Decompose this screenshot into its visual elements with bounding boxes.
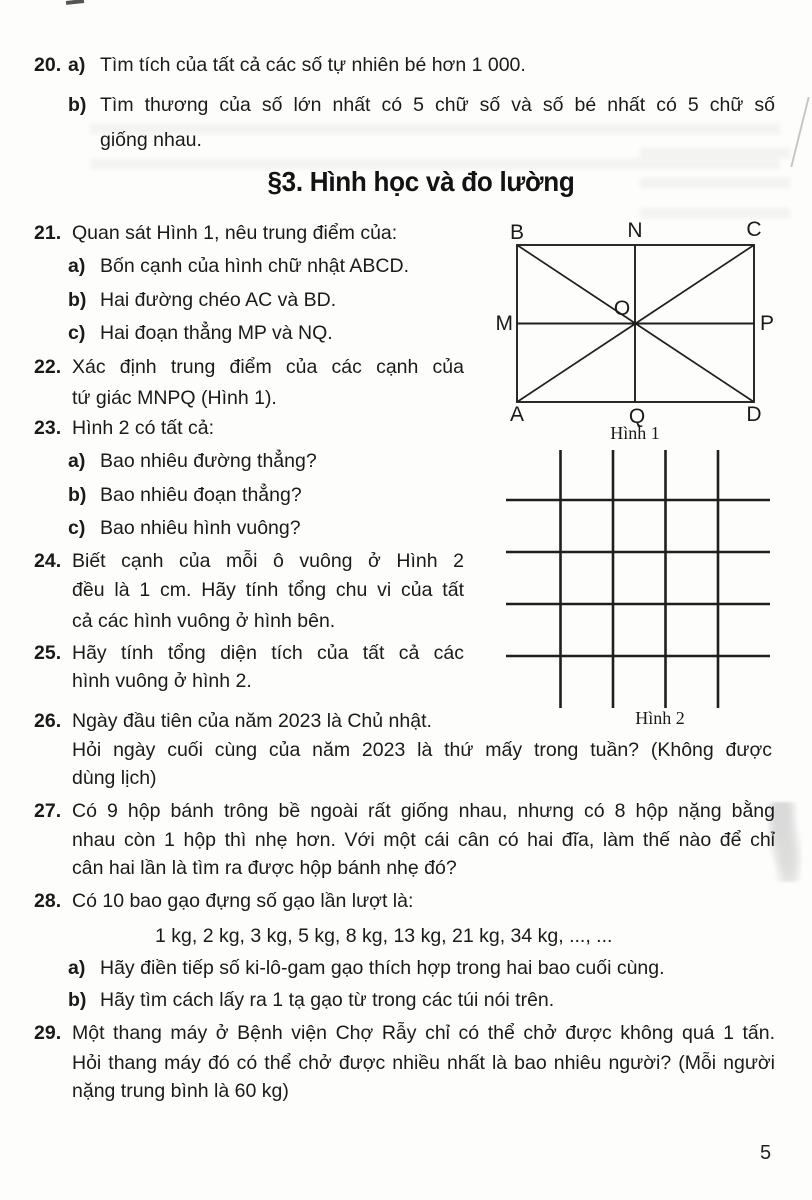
problem-20-line-a — [34, 52, 775, 78]
problem-21-item-c — [68, 320, 333, 346]
point-label-n: N — [627, 219, 643, 242]
problem-text: Xác định trung điểm của các cạnh của — [72, 356, 464, 378]
problem-text: Ngày đầu tiên của năm 2023 là Chủ nhật. — [72, 710, 432, 732]
problem-number: 20. — [34, 54, 62, 76]
problem-text: Hỏi ngày cuối cùng của năm 2023 là thứ mấy trong tuần? (Không được — [72, 739, 772, 761]
problem-29-line-2 — [72, 1050, 775, 1076]
problem-text: Biết cạnh của mỗi ô vuông ở Hình 2 — [72, 550, 464, 572]
problem-text: Tìm tích của tất cả các số tự nhiên bé hơn 1 000. — [100, 54, 526, 76]
point-label-q: Q — [628, 405, 646, 428]
problem-23-item-a — [68, 448, 317, 474]
problem-text: cân hai lần là tìm ra được hộp bánh nhẹ đó? — [72, 857, 457, 879]
problem-text: Quan sát Hình 1, nêu trung điểm của: — [72, 222, 398, 244]
item-label-a: a) — [68, 957, 86, 979]
problem-28-item-b — [68, 987, 554, 1013]
problem-22-line-1 — [34, 354, 464, 380]
problem-21-intro — [34, 220, 397, 246]
scan-artifact-right-streak — [790, 97, 809, 167]
point-label-o: O — [613, 297, 631, 320]
item-label-b: b) — [68, 94, 87, 116]
page-number: 5 — [760, 1142, 772, 1164]
problem-number: 27. — [34, 800, 62, 822]
problem-text: Bốn cạnh của hình chữ nhật ABCD. — [100, 255, 410, 277]
item-label-b: b) — [68, 989, 87, 1011]
problem-text: dùng lịch) — [72, 767, 157, 789]
problem-24-line-3 — [72, 608, 335, 634]
figure-1-caption: Hình 1 — [610, 423, 660, 443]
problem-text: Có 10 bao gạo đựng số gạo lần lượt là: — [72, 890, 414, 912]
problem-24-line-1 — [34, 548, 464, 574]
problem-number: 25. — [34, 642, 62, 664]
problem-text: nặng trung bình là 60 kg) — [72, 1080, 289, 1102]
problem-29-line-3 — [72, 1078, 289, 1104]
problem-text: Một thang máy ở Bệnh viện Chợ Rẫy chỉ có thể chở được không quá 1 tấn. — [72, 1022, 775, 1044]
problem-text: Bao nhiêu đường thẳng? — [100, 450, 317, 472]
item-label-b: b) — [68, 289, 87, 311]
problem-21-item-b — [68, 287, 336, 313]
point-label-a: A — [509, 403, 525, 426]
figure-hinh-1 — [492, 218, 792, 448]
problem-text: Hãy tìm cách lấy ra 1 tạ gạo từ trong các túi nói trên. — [100, 989, 555, 1011]
number-sequence: 1 kg, 2 kg, 3 kg, 5 kg, 8 kg, 13 kg, 21 kg, 34 kg, ..., ... — [155, 925, 613, 947]
figure-hinh-2 — [492, 440, 802, 735]
problem-25-line-1 — [34, 640, 464, 666]
problem-number: 23. — [34, 417, 62, 439]
problem-27-line-1 — [34, 798, 775, 824]
scan-artifact-top-tick — [66, 0, 84, 5]
point-label-p: P — [760, 312, 775, 335]
problem-text: Hỏi thang máy đó có thể chở được nhiều nhất là bao nhiêu người? (Mỗi người — [72, 1052, 775, 1074]
item-label-b: b) — [68, 484, 87, 506]
problem-number: 21. — [34, 222, 62, 244]
problem-text: cả các hình vuông ở hình bên. — [72, 610, 336, 632]
problem-text: Hãy điền tiếp số ki-lô-gam gạo thích hợp trong hai bao cuối cùng. — [100, 957, 665, 979]
problem-text: hình vuông ở hình 2. — [72, 670, 252, 692]
problem-text: Hai đoạn thẳng MP và NQ. — [100, 322, 333, 344]
point-label-d: D — [746, 403, 762, 426]
item-label-c: c) — [68, 517, 86, 539]
problem-28-item-a — [68, 955, 665, 981]
problem-text: Bao nhiêu hình vuông? — [100, 517, 301, 539]
problem-20-line-b2 — [100, 127, 202, 153]
problem-text: Có 9 hộp bánh trông bề ngoài rất giống nhau, nhưng có 8 hộp nặng bằng — [72, 800, 775, 822]
problem-28-sequence — [155, 923, 612, 949]
problem-text: Tìm thương của số lớn nhất có 5 chữ số và số bé nhất có 5 chữ số — [100, 94, 775, 116]
problem-text: nhau còn 1 hộp thì nhẹ hơn. Với một cái cân có hai đĩa, làm thế nào để chỉ — [72, 829, 775, 851]
problem-text: Hãy tính tổng diện tích của tất cả các — [72, 642, 464, 664]
point-label-c: C — [746, 218, 762, 241]
problem-24-line-2 — [72, 577, 464, 603]
problem-25-line-2 — [72, 668, 252, 694]
problem-text: tứ giác MNPQ (Hình 1). — [72, 387, 277, 409]
problem-text: Hình 2 có tất cả: — [72, 417, 214, 439]
item-label-a: a) — [68, 450, 86, 472]
problem-number: 28. — [34, 890, 62, 912]
problem-28-intro — [34, 888, 413, 914]
figure-2-caption: Hình 2 — [635, 708, 685, 728]
problem-text: đều là 1 cm. Hãy tính tổng chu vi của tất — [72, 579, 464, 601]
problem-text: giống nhau. — [100, 129, 202, 151]
problem-26-line-2 — [72, 737, 772, 763]
problem-29-line-1 — [34, 1020, 775, 1046]
point-label-b: B — [509, 221, 525, 244]
problem-26-line-3 — [72, 765, 157, 791]
problem-27-line-3 — [72, 855, 457, 881]
problem-22-line-2 — [72, 385, 277, 411]
problem-23-item-c — [68, 515, 301, 541]
problem-text: Hai đường chéo AC và BD. — [100, 289, 337, 311]
problem-20-line-b — [68, 92, 775, 118]
problem-number: 24. — [34, 550, 62, 572]
point-label-m: M — [495, 312, 513, 335]
problem-26-line-1 — [34, 708, 432, 734]
problem-number: 26. — [34, 710, 62, 732]
problem-23-item-b — [68, 482, 302, 508]
item-label-c: c) — [68, 322, 86, 344]
item-label-a: a) — [68, 54, 86, 76]
item-label-a: a) — [68, 255, 86, 277]
problem-21-item-a — [68, 253, 409, 279]
section-heading: §3. Hình học và đo lường — [267, 166, 575, 197]
problem-23-intro — [34, 415, 214, 441]
problem-number: 22. — [34, 356, 62, 378]
problem-27-line-2 — [72, 827, 775, 853]
problem-number: 29. — [34, 1022, 62, 1044]
problem-text: Bao nhiêu đoạn thẳng? — [100, 484, 302, 506]
